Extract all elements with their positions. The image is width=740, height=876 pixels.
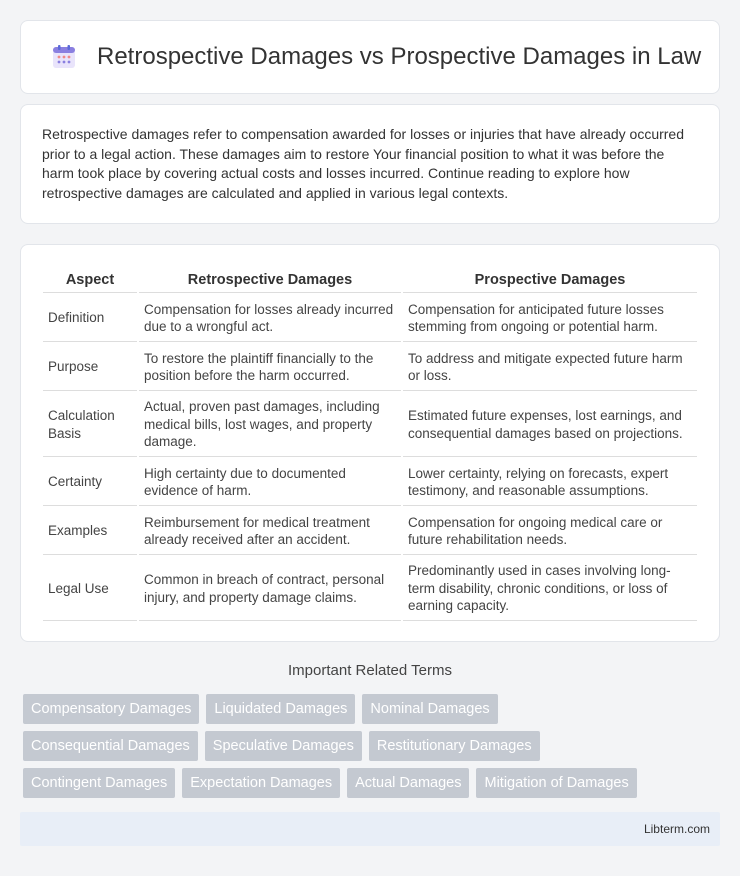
related-term-tag[interactable]: Mitigation of Damages (476, 768, 636, 798)
retrospective-cell: Actual, proven past damages, including medical bills, lost wages, and property damage. (139, 393, 401, 457)
prospective-cell: Predominantly used in cases involving long-term disability, chronic conditions, or loss of earning capacity. (403, 557, 697, 621)
table-row (43, 557, 697, 621)
tag-row (23, 694, 723, 724)
title-card (20, 20, 720, 94)
retrospective-cell: Common in breach of contract, personal injury, and property damage claims. (139, 557, 401, 621)
comparison-table (41, 265, 699, 623)
aspect-cell: Calculation Basis (43, 393, 137, 457)
table-row (43, 295, 697, 342)
retrospective-cell: High certainty due to documented evidence of harm. (139, 459, 401, 506)
footer (20, 812, 720, 846)
related-term-tag[interactable]: Compensatory Damages (23, 694, 199, 724)
aspect-cell: Examples (43, 508, 137, 555)
retrospective-cell: Compensation for losses already incurred due to a wrongful act. (139, 295, 401, 342)
related-term-tag[interactable]: Liquidated Damages (206, 694, 355, 724)
prospective-cell: Estimated future expenses, lost earnings, and consequential damages based on projections. (403, 393, 697, 457)
prospective-cell: Compensation for ongoing medical care or future rehabilitation needs. (403, 508, 697, 555)
table-row (43, 508, 697, 555)
table-row (43, 393, 697, 457)
aspect-cell: Certainty (43, 459, 137, 506)
table-row (43, 344, 697, 391)
table-row (43, 459, 697, 506)
aspect-cell: Definition (43, 295, 137, 342)
intro-card (20, 104, 720, 224)
aspect-cell: Purpose (43, 344, 137, 391)
related-term-tag[interactable]: Restitutionary Damages (369, 731, 540, 761)
table-header-row (43, 267, 697, 293)
related-term-tag[interactable]: Consequential Damages (23, 731, 198, 761)
related-term-tag[interactable]: Expectation Damages (182, 768, 340, 798)
related-terms-heading: Important Related Terms (288, 662, 452, 679)
comparison-card (20, 244, 720, 642)
related-term-tag[interactable]: Nominal Damages (362, 694, 497, 724)
related-terms-list (23, 694, 723, 805)
prospective-cell: To address and mitigate expected future harm or loss. (403, 344, 697, 391)
related-term-tag[interactable]: Speculative Damages (205, 731, 362, 761)
prospective-cell: Lower certainty, relying on forecasts, expert testimony, and reasonable assumptions. (403, 459, 697, 506)
prospective-cell: Compensation for anticipated future losses stemming from ongoing or potential harm. (403, 295, 697, 342)
related-term-tag[interactable]: Actual Damages (347, 768, 469, 798)
column-header: Aspect (43, 267, 137, 293)
retrospective-cell: Reimbursement for medical treatment already received after an accident. (139, 508, 401, 555)
intro-paragraph: Retrospective damages refer to compensation awarded for losses or injuries that have already occurred prior to a legal action. These damages aim to restore Your financial position to what it was before the harm took place by covering actual costs and losses incurred. Continue reading to explore how retrospective damages are calculated and applied in various legal contexts. (42, 126, 684, 201)
tag-row (23, 731, 723, 761)
column-header: Prospective Damages (403, 267, 697, 293)
related-term-tag[interactable]: Contingent Damages (23, 768, 175, 798)
page-title: Retrospective Damages vs Prospective Damages in Law (97, 43, 702, 70)
aspect-cell: Legal Use (43, 557, 137, 621)
column-header: Retrospective Damages (139, 267, 401, 293)
footer-site-link[interactable]: Libterm.com (643, 822, 710, 836)
calendar-icon (51, 44, 77, 70)
retrospective-cell: To restore the plaintiff financially to the position before the harm occurred. (139, 344, 401, 391)
tag-row (23, 768, 723, 798)
